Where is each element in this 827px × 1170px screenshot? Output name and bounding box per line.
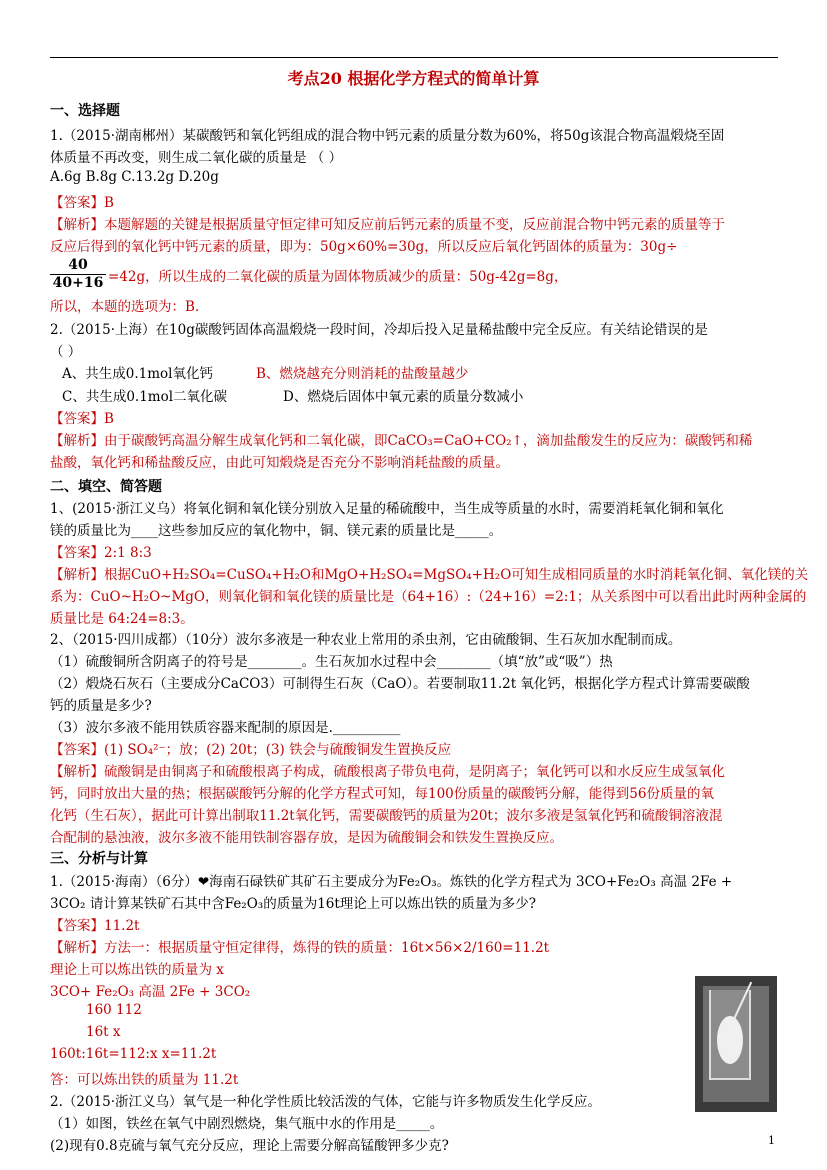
- q4-line5: （3）波尔多液不能用铁质容器来配制的原因是.__________: [50, 720, 401, 736]
- iron-wire-burning-photo: [695, 976, 777, 1112]
- q1-answer: 【答案】B: [50, 195, 114, 211]
- q2-option-d: D、燃烧后固体中氧元素的质量分数减小: [283, 389, 524, 405]
- q1-analysis-2: 反应后得到的氧化钙中钙元素的质量，即为：50g×60%=30g，所以反应后氧化钙固体的质量为：30g÷: [50, 239, 678, 255]
- section-heading-1: 一、选择题: [50, 103, 120, 119]
- q4-answer: 【答案】(1) SO₄²⁻；放；(2) 20t；(3) 铁会与硫酸铜发生置换反应: [50, 742, 452, 758]
- q2-option-b: B、燃烧越充分则消耗的盐酸量越少: [256, 366, 469, 382]
- q1-analysis-1: 【解析】本题解题的关键是根据质量守恒定律可知反应前后钙元素的质量不变，反应前混合物中钙元素的质量等于: [50, 217, 725, 233]
- q1-line2: 体质量不再改变，则生成二氧化碳的质量是 （ ）: [50, 150, 343, 166]
- q2-answer: 【答案】B: [50, 411, 114, 427]
- page-number: 1: [768, 1134, 775, 1147]
- q2-analysis-2: 盐酸，氧化钙和稀盐酸反应，由此可知煅烧是否充分不影响消耗盐酸的质量。: [50, 455, 509, 471]
- q5-analysis-1: 【解析】方法一：根据质量守恒定律得，炼得的铁的质量：16t×56×2/160=11.2t: [50, 940, 550, 956]
- q2-line1: 2.（2015·上海）在10g碳酸钙固体高温煅烧一段时间，冷却后投入足量稀盐酸中完全反应。有关结论错误的是: [50, 322, 708, 338]
- q5-line1: 1.（2015·海南）（6分）❤海南石碌铁矿其矿石主要成分为Fe₂O₃。炼铁的化学方程式为 3CO+Fe₂O₃ 高温 2Fe +: [50, 874, 733, 890]
- q3-line2: 镁的质量比为____这些参加反应的氧化物中，铜、镁元素的质量比是_____。: [50, 523, 503, 539]
- q4-analysis-1: 【解析】硫酸铜是由铜离子和硫酸根离子构成，硫酸根离子带负电荷，是阴离子；氧化钙可以和水反应生成氢氧化: [50, 764, 725, 780]
- q1-analysis-3: =42g，所以生成的二氧化碳的质量为固体物质减少的质量：50g-42g=8g，: [108, 269, 568, 285]
- q4-line2: （1）硫酸铜所含阴离子的符号是________。生石灰加水过程中会________（填“放”或“吸”）热: [50, 654, 613, 670]
- q5-calc-5: 160t:16t=112:x x=11.2t: [50, 1046, 217, 1062]
- q5-calc-3: 160 112: [86, 1002, 142, 1018]
- q4-line3: （2）煅烧石灰石（主要成分CaCO3）可制得生石灰（CaO）。若要制取11.2t 氧化钙，根据化学方程式计算需要碳酸: [50, 676, 750, 692]
- q6-line3: (2)现有0.8克硫与氧气充分反应，理论上需要分解高锰酸钾多少克?: [50, 1138, 449, 1154]
- q3-answer: 【答案】2:1 8:3: [50, 545, 152, 561]
- q2-analysis-1: 【解析】由于碳酸钙高温分解生成氧化钙和二氧化碳，即CaCO₃=CaO+CO₂↑，滴加盐酸发生的反应为：碳酸钙和稀: [50, 433, 753, 449]
- q1-fraction: [50, 257, 106, 291]
- q1-options: A.6g B.8g C.13.2g D.20g: [50, 169, 219, 185]
- q2-option-a: A、共生成0.1mol氧化钙: [62, 366, 213, 382]
- section-heading-3: 三、分析与计算: [50, 851, 148, 867]
- q5-calc-2: 3CO+ Fe₂O₃ 高温 2Fe + 3CO₂: [50, 984, 251, 1000]
- q3-line1: 1、(2015·浙江义乌）将氧化铜和氧化镁分别放入足量的稀硫酸中，当生成等质量的水时，需要消耗氧化铜和氧化: [50, 501, 724, 517]
- fraction-numerator: 40: [50, 257, 106, 275]
- q4-analysis-3: 化钙（生石灰），据此可计算出制取11.2t氧化钙，需要碳酸钙的质量为20t；波尔多液是氢氧化钙和硫酸铜溶液混: [50, 808, 723, 824]
- q3-analysis-1: 【解析】根据CuO+H₂SO₄=CuSO₄+H₂O和MgO+H₂SO₄=MgSO₄+H₂O可知生成相同质量的水时消耗氧化铜、氧化镁的关: [50, 567, 809, 583]
- q2-line2: （ ）: [50, 344, 82, 360]
- q4-analysis-2: 钙，同时放出大量的热；根据碳酸钙分解的化学方程式可知，每100份质量的碳酸钙分解，能得到56份质量的氧: [50, 786, 714, 802]
- q5-calc-6: 答：可以炼出铁的质量为 11.2t: [50, 1072, 239, 1088]
- page-title: 考点20 根据化学方程式的简单计算: [287, 69, 540, 88]
- q6-line2: （1）如图，铁丝在氧气中剧烈燃烧，集气瓶中水的作用是_____。: [50, 1116, 444, 1132]
- q5-calc-1: 理论上可以炼出铁的质量为 x: [50, 962, 224, 978]
- q5-calc-4: 16t x: [86, 1024, 121, 1040]
- q4-line1: 2、（2015·四川成都）（10分）波尔多液是一种农业上常用的杀虫剂，它由硫酸铜、生石灰加水配制而成。: [50, 632, 682, 648]
- q1-line1: 1.（2015·湖南郴州）某碳酸钙和氧化钙组成的混合物中钙元素的质量分数为60%，将50g该混合物高温煅烧至固: [50, 128, 725, 144]
- q5-line2: 3CO₂ 请计算某铁矿石其中含Fe₂O₃的质量为16t理论上可以炼出铁的质量为多少?: [50, 896, 537, 912]
- fraction-denominator: 40+16: [52, 275, 104, 291]
- q1-analysis-4: 所以，本题的选项为：B.: [50, 299, 200, 315]
- q3-analysis-3: 质量比是 64:24=8:3。: [50, 611, 194, 627]
- q4-analysis-4: 合配制的悬浊液，波尔多液不能用铁制容器存放，是因为硫酸铜会和铁发生置换反应。: [50, 830, 563, 846]
- q6-line1: 2.（2015·浙江义乌）氧气是一种化学性质比较活泼的气体，它能与许多物质发生化学反应。: [50, 1094, 602, 1110]
- q4-line4: 钙的质量是多少?: [50, 698, 152, 714]
- q3-analysis-2: 系为：CuO~H₂O~MgO，则氧化铜和氧化镁的质量比是（64+16）:（24+16）=2:1；从关系图中可以看出此时两种金属的: [50, 589, 807, 605]
- q2-option-c: C、共生成0.1mol二氧化碳: [62, 389, 228, 405]
- section-heading-2: 二、填空、简答题: [50, 479, 162, 495]
- q5-answer: 【答案】11.2t: [50, 918, 140, 934]
- top-rule: [50, 57, 778, 58]
